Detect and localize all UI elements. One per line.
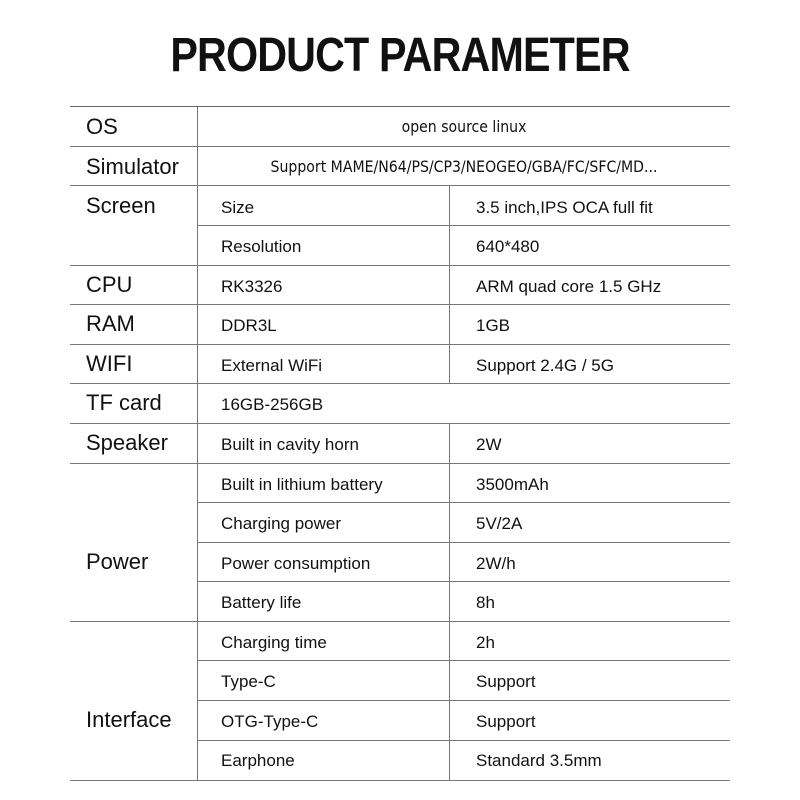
- screen-size-key: Size: [221, 198, 255, 217]
- row-label-screen: Screen: [86, 193, 156, 218]
- cpu-key: RK3326: [221, 277, 283, 296]
- power-key: Built in lithium battery: [221, 475, 383, 494]
- row-divider: [70, 344, 730, 345]
- power-key: Battery life: [221, 593, 302, 612]
- interface-key: Type-C: [221, 672, 276, 691]
- power-value: 2W/h: [476, 554, 516, 573]
- interface-key: OTG-Type-C: [221, 712, 319, 731]
- row-label-interface: Interface: [86, 707, 172, 732]
- screen-size-value: 3.5 inch,IPS OCA full fit: [476, 198, 653, 217]
- subrow-divider: [198, 700, 730, 701]
- column-divider: [449, 185, 450, 383]
- cpu-value: ARM quad core 1.5 GHz: [476, 277, 662, 296]
- os-value: open source linux: [401, 117, 527, 136]
- screen-resolution-key: Resolution: [221, 237, 302, 256]
- row-label-wifi: WIFI: [86, 351, 133, 376]
- row-divider: [70, 621, 730, 622]
- interface-value: Support: [476, 712, 536, 731]
- row-divider: [70, 265, 730, 266]
- power-value: 3500mAh: [476, 475, 549, 494]
- wifi-value: Support 2.4G / 5G: [476, 356, 614, 375]
- row-divider: [70, 383, 730, 384]
- row-divider: [70, 423, 730, 424]
- page-title: PRODUCT PARAMETER: [170, 29, 630, 82]
- simulator-value: Support MAME/N64/PS/CP3/NEOGEO/GBA/FC/SFC/MD...: [270, 157, 658, 176]
- interface-value: Support: [476, 672, 536, 691]
- wifi-key: External WiFi: [221, 356, 323, 375]
- speaker-value: 2W: [476, 435, 502, 454]
- column-divider: [197, 106, 198, 780]
- interface-key: Earphone: [221, 751, 295, 770]
- row-label-speaker: Speaker: [86, 430, 168, 455]
- screen-resolution-value: 640*480: [476, 237, 540, 256]
- row-label-os: OS: [86, 114, 118, 139]
- power-key: Power consumption: [221, 554, 371, 573]
- power-key: Charging power: [221, 514, 342, 533]
- row-label-cpu: CPU: [86, 272, 133, 297]
- row-label-ram: RAM: [86, 311, 135, 336]
- ram-value: 1GB: [476, 316, 511, 335]
- interface-value: 2h: [476, 633, 495, 652]
- column-divider: [449, 423, 450, 780]
- ram-key: DDR3L: [221, 316, 277, 335]
- table-border-bottom: [70, 780, 730, 781]
- speaker-key: Built in cavity horn: [221, 435, 359, 454]
- power-value: 8h: [476, 593, 495, 612]
- row-divider: [70, 463, 730, 464]
- power-value: 5V/2A: [476, 514, 523, 533]
- interface-key: Charging time: [221, 633, 327, 652]
- row-label-simulator: Simulator: [86, 154, 179, 179]
- row-label-tfcard: TF card: [86, 390, 162, 415]
- row-label-power: Power: [86, 549, 149, 574]
- tfcard-key: 16GB-256GB: [221, 395, 324, 414]
- interface-value: Standard 3.5mm: [476, 751, 602, 770]
